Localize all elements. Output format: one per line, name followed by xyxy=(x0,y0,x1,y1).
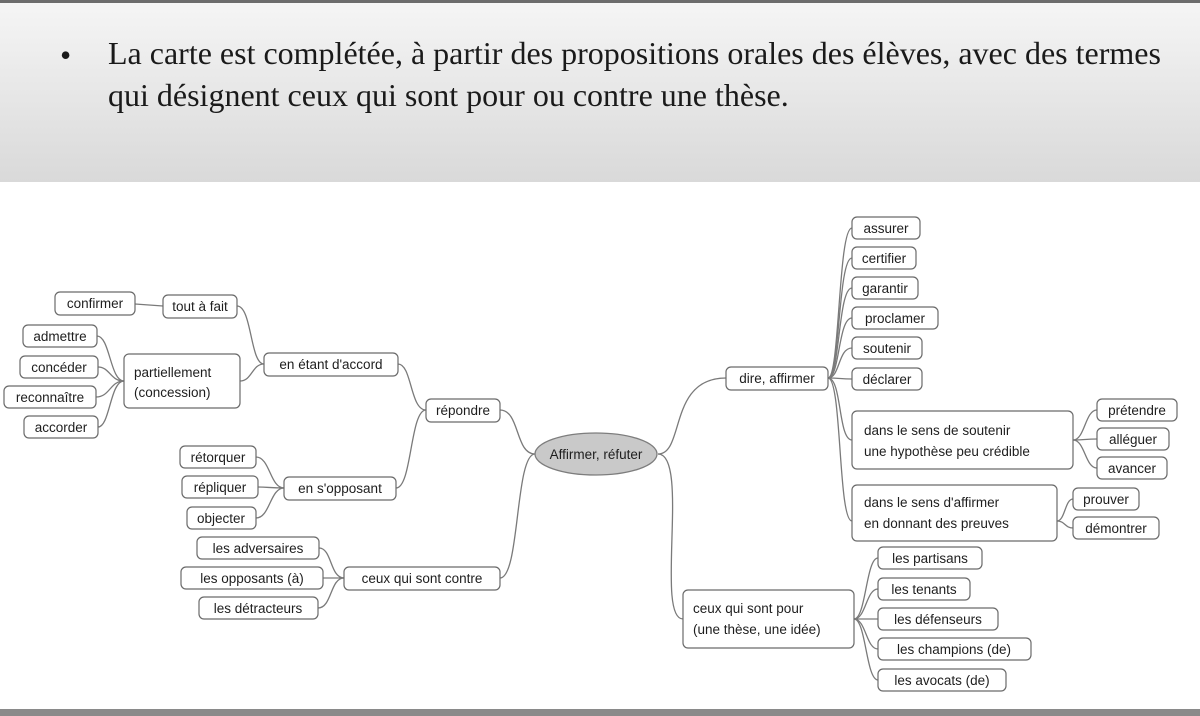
node-reconnaitre xyxy=(4,386,96,408)
node-en-etant-d-accord xyxy=(264,353,398,376)
node-ceux-qui-sont-contre xyxy=(344,567,500,590)
svg-text:dire, affirmer: dire, affirmer xyxy=(739,371,815,386)
center-node xyxy=(535,433,657,475)
svg-text:reconnaître: reconnaître xyxy=(15,390,85,405)
svg-text:dans le sens d'affirmer: dans le sens d'affirmer xyxy=(864,495,1000,510)
svg-text:répliquer: répliquer xyxy=(193,480,247,495)
edge xyxy=(396,410,426,488)
node-demontrer xyxy=(1073,517,1159,539)
edge xyxy=(135,304,163,306)
node-ceux-qui-sont-pour xyxy=(683,590,854,648)
edge xyxy=(398,364,426,410)
svg-text:une hypothèse peu crédible: une hypothèse peu crédible xyxy=(864,444,1030,459)
edge xyxy=(828,228,852,378)
svg-text:certifier: certifier xyxy=(861,251,907,266)
node-confirmer xyxy=(55,292,135,315)
edge xyxy=(240,364,264,381)
svg-text:déclarer: déclarer xyxy=(862,372,912,387)
node-alleguer xyxy=(1097,428,1169,450)
svg-text:soutenir: soutenir xyxy=(862,341,912,356)
node-assurer xyxy=(852,217,920,239)
svg-text:en donnant des preuves: en donnant des preuves xyxy=(864,516,1009,531)
node-retorquer xyxy=(180,446,256,468)
node-les-opposants xyxy=(181,567,323,589)
svg-text:avancer: avancer xyxy=(1107,461,1157,476)
node-les-partisans xyxy=(878,547,982,569)
edge xyxy=(1073,410,1097,440)
svg-text:objecter: objecter xyxy=(196,511,246,526)
node-repondre xyxy=(426,399,500,422)
svg-text:rétorquer: rétorquer xyxy=(190,450,246,465)
edge xyxy=(1073,440,1097,468)
node-soutenir xyxy=(852,337,922,359)
edge xyxy=(658,454,683,619)
node-les-detracteurs xyxy=(199,597,318,619)
node-conceder xyxy=(20,356,98,378)
svg-text:(une thèse, une idée): (une thèse, une idée) xyxy=(693,622,821,637)
svg-text:les partisans: les partisans xyxy=(892,551,968,566)
node-declarer xyxy=(852,368,922,390)
node-admettre xyxy=(23,325,97,347)
slide-header xyxy=(0,0,1200,182)
node-tout-a-fait xyxy=(163,295,237,318)
slide-text: La carte est complétée, à partir des propositions orales des élèves, avec des termes qui désignent ceux qui sont pour ou contre une thèse. xyxy=(108,35,1161,113)
node-les-defenseurs xyxy=(878,608,998,630)
svg-text:les opposants (à): les opposants (à) xyxy=(200,571,304,586)
node-les-avocats xyxy=(878,669,1006,691)
edge xyxy=(256,488,284,518)
node-proclamer xyxy=(852,307,938,329)
svg-text:démontrer: démontrer xyxy=(1085,521,1147,536)
node-sens-soutenir xyxy=(852,411,1073,469)
edge xyxy=(854,619,878,649)
edge xyxy=(237,306,264,364)
svg-text:ceux qui sont contre: ceux qui sont contre xyxy=(361,571,483,586)
svg-text:(concession): (concession) xyxy=(134,385,211,400)
svg-text:les adversaires: les adversaires xyxy=(212,541,304,556)
svg-text:admettre: admettre xyxy=(33,329,87,344)
slide-bottom-bar xyxy=(0,709,1200,716)
node-repliquer xyxy=(182,476,258,498)
node-dire-affirmer xyxy=(726,367,828,390)
svg-text:garantir: garantir xyxy=(862,281,908,296)
node-objecter xyxy=(187,507,256,529)
node-accorder xyxy=(24,416,98,438)
svg-text:proclamer: proclamer xyxy=(864,311,926,326)
svg-text:prétendre: prétendre xyxy=(1108,403,1166,418)
edge xyxy=(828,378,852,440)
svg-text:concéder: concéder xyxy=(31,360,87,375)
edge xyxy=(658,378,726,454)
node-partiellement xyxy=(124,354,240,408)
mind-map xyxy=(0,182,1200,709)
svg-text:ceux qui sont pour: ceux qui sont pour xyxy=(693,601,804,616)
svg-text:tout à fait: tout à fait xyxy=(172,299,228,314)
svg-text:les défenseurs: les défenseurs xyxy=(894,612,982,627)
center-label: Affirmer, réfuter xyxy=(549,447,643,462)
svg-text:en étant d'accord: en étant d'accord xyxy=(279,357,383,372)
node-les-adversaires xyxy=(197,537,319,559)
svg-text:prouver: prouver xyxy=(1083,492,1129,507)
node-certifier xyxy=(852,247,916,269)
node-sens-affirmer xyxy=(852,485,1057,541)
svg-text:les avocats (de): les avocats (de) xyxy=(894,673,990,688)
svg-text:les champions (de): les champions (de) xyxy=(896,642,1012,657)
node-pretendre xyxy=(1097,399,1177,421)
edge xyxy=(854,558,878,619)
svg-text:accorder: accorder xyxy=(34,420,88,435)
svg-text:les tenants: les tenants xyxy=(891,582,957,597)
svg-text:en s'opposant: en s'opposant xyxy=(298,481,382,496)
edge xyxy=(256,457,284,488)
edge xyxy=(1057,499,1073,521)
bullet-point: • xyxy=(60,37,72,73)
svg-text:alléguer: alléguer xyxy=(1108,432,1158,447)
svg-text:assurer: assurer xyxy=(863,221,909,236)
edge xyxy=(1057,521,1073,528)
svg-text:les détracteurs: les détracteurs xyxy=(213,601,303,616)
node-avancer xyxy=(1097,457,1167,479)
node-les-champions xyxy=(878,638,1031,660)
node-prouver xyxy=(1073,488,1139,510)
edge xyxy=(828,378,852,521)
edge xyxy=(500,454,535,578)
svg-text:confirmer: confirmer xyxy=(66,296,124,311)
node-en-s-opposant xyxy=(284,477,396,500)
edge xyxy=(854,619,878,680)
node-garantir xyxy=(852,277,918,299)
svg-text:partiellement: partiellement xyxy=(134,365,212,380)
svg-text:dans le sens de soutenir: dans le sens de soutenir xyxy=(864,423,1011,438)
node-les-tenants xyxy=(878,578,970,600)
edge xyxy=(854,589,878,619)
edge xyxy=(500,410,535,454)
svg-text:répondre: répondre xyxy=(435,403,491,418)
